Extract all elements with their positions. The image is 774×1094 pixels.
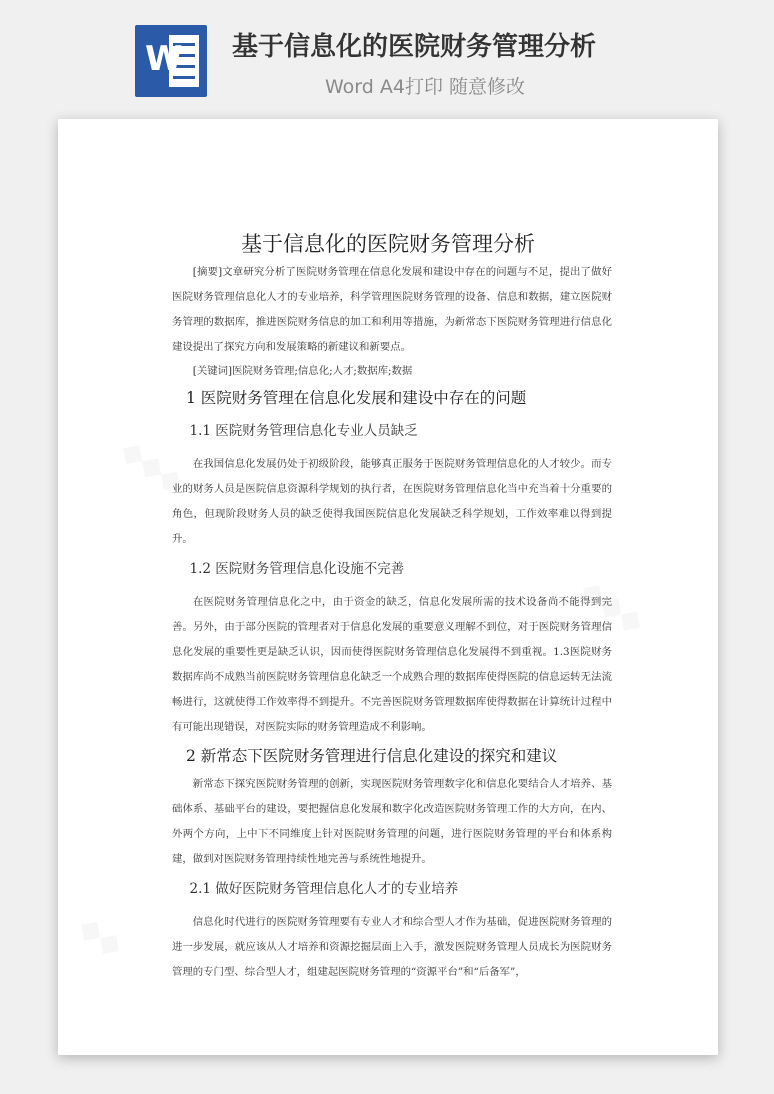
banner-subtitle: Word A4打印 随意修改 [325, 76, 526, 98]
subsection-heading-2-1: 2.1 做好医院财务管理信息化人才的专业培养 [189, 881, 459, 897]
abstract-paragraph: [摘要]文章研究分析了医院财务管理在信息化发展和建设中存在的问题与不足，提出了做好医院财务管理信息化人才的专业培养，科学管理医院财务管理的设备、信息和数据，建立医院财务管理的数据库，推进医院财务信息的加工和利用等措施，为新常态下医院财务管理进行信息化建设提出了探究方向和发展策略的新建议和新要点。 [172, 266, 612, 353]
watermark-mark: ◆◆◆ [114, 432, 191, 501]
document-title: 基于信息化的医院财务管理分析 [241, 232, 535, 256]
banner-title: 基于信息化的医院财务管理分析 [232, 32, 597, 62]
document-body [172, 260, 612, 985]
subsection-heading-1-1: 1.1 医院财务管理信息化专业人员缺乏 [189, 423, 418, 439]
word-icon-letter: W [145, 39, 183, 79]
paragraph-2-1: 信息化时代进行的医院财务管理要有专业人才和综合型人才作为基础，促进医院财务管理的进一步发展，就应该从人才培养和资源挖掘层面上入手，激发医院财务管理人员成长为医院财务管理的专门型、综合型人才，组建起医院财务管理的“资源平台”和“后备军”， [172, 916, 612, 978]
section-heading-2: 2 新常态下医院财务管理进行信息化建设的探究和建议 [185, 747, 558, 765]
document-page [58, 119, 718, 1055]
paragraph-2: 新常态下探究医院财务管理的创新，实现医院财务管理数字化和信息化要结合人才培养、基础体系、基础平台的建设，要把握信息化发展和数字化改造医院财务管理工作的大方向，在内、外两个方向，上中下不同维度上针对医院财务管理的问题，进行医院财务管理的平台和体系构建，做到对医院财务管理持续性地完善与系统性地提升。 [172, 778, 612, 865]
subsection-heading-1-2: 1.2 医院财务管理信息化设施不完善 [189, 561, 405, 577]
word-document-icon [135, 25, 207, 97]
keywords-line: [关键词]医院财务管理;信息化;人才;数据库;数据 [192, 365, 413, 377]
watermark-mark: ◆◆◆ [574, 572, 651, 641]
section-heading-1: 1 医院财务管理在信息化发展和建设中存在的问题 [185, 389, 527, 407]
watermark-mark: ◆◆ [72, 908, 131, 965]
paragraph-1-2: 在医院财务管理信息化之中，由于资金的缺乏，信息化发展所需的技术设备尚不能得到完善。另外，由于部分医院的管理者对于信息化发展的重要意义理解不到位，对于医院财务管理信息化发展的重要性更是缺乏认识，因而使得医院财务管理信息化发展得不到重视。1.3医院财务数据库尚不成熟当前医院财务管理信息化缺乏一个成熟合理的数据库使得医院的信息运转无法流畅进行，这就使得工作效率得不到提升。不完善医院财务管理数据库使得数据在计算统计过程中有可能出现错误，对医院实际的财务管理造成不利影响。 [172, 596, 612, 733]
paragraph-1-1: 在我国信息化发展仍处于初级阶段，能够真正服务于医院财务管理信息化的人才较少。而专业的财务人员是医院信息资源科学规划的执行者，在医院财务管理信息化当中充当着十分重要的角色，但现阶段财务人员的缺乏使得我国医院信息化发展缺乏科学规划，工作效率难以得到提升。 [172, 458, 612, 545]
header-banner [0, 0, 774, 110]
